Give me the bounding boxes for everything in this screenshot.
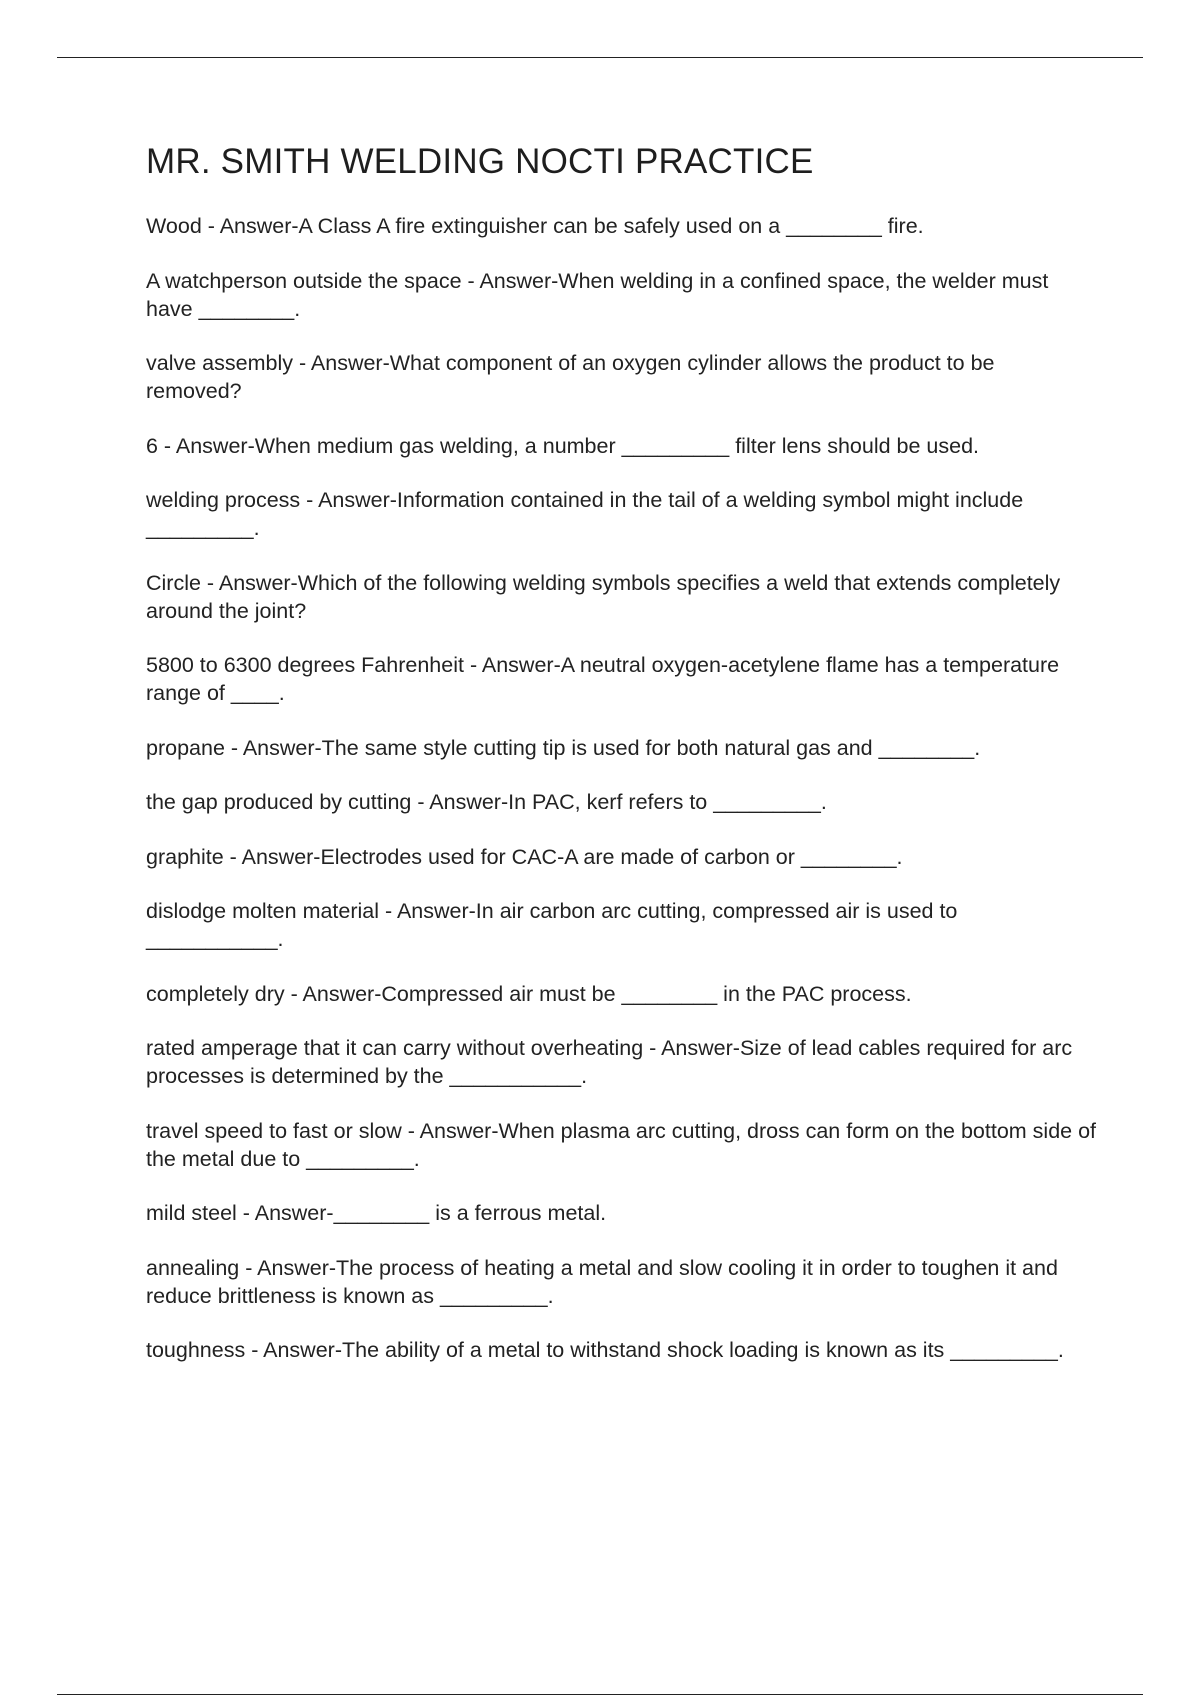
qa-item-7: 5800 to 6300 degrees Fahrenheit - Answer-A neutral oxygen-acetylene flame has a temperature range of ____. [146,653,1060,705]
qa-item-10: graphite - Answer-Electrodes used for CAC-A are made of carbon or ________. [146,844,903,869]
qa-item-14: travel speed to fast or slow - Answer-When plasma arc cutting, dross can form on the bottom side of the metal due to _________. [146,1118,1097,1171]
qa-item-1: Wood - Answer-A Class A fire extinguisher can be safely used on a ________ fire. [146,214,924,238]
qa-item-15: mild steel - Answer-________ is a ferrous metal. [146,1201,607,1225]
page-title: MR. SMITH WELDING NOCTI PRACTICE [146,142,814,181]
qa-item-5: welding process - Answer-Information contained in the tail of a welding symbol might include _________. [146,488,1024,540]
qa-item-2: A watchperson outside the space - Answer-When welding in a confined space, the welder must have ________. [146,268,1049,321]
qa-item-9: the gap produced by cutting - Answer-In PAC, kerf refers to _________. [146,790,827,814]
qa-item-3: valve assembly - Answer-What component of an oxygen cylinder allows the product to be removed? [146,351,995,403]
top-divider [57,57,1143,58]
qa-item-8: propane - Answer-The same style cutting tip is used for both natural gas and ________. [146,735,981,760]
qa-item-6: Circle - Answer-Which of the following welding symbols specifies a weld that extends completely around the joint? [146,570,1061,623]
qa-item-4: 6 - Answer-When medium gas welding, a number _________ filter lens should be used. [146,433,980,458]
qa-list [146,212,1096,1391]
qa-item-11: dislodge molten material - Answer-In air carbon arc cutting, compressed air is used to ___________. [146,899,958,951]
qa-item-12: completely dry - Answer-Compressed air must be ________ in the PAC process. [146,981,912,1006]
qa-item-17: toughness - Answer-The ability of a metal to withstand shock loading is known as its _________. [146,1338,1064,1362]
qa-item-16: annealing - Answer-The process of heating a metal and slow cooling it in order to toughen it and reduce brittleness is known as _________. [146,1255,1058,1308]
bottom-divider [57,1694,1143,1695]
qa-item-13: rated amperage that it can carry without overheating - Answer-Size of lead cables required for arc processes is determined by the ___________. [146,1036,1073,1088]
